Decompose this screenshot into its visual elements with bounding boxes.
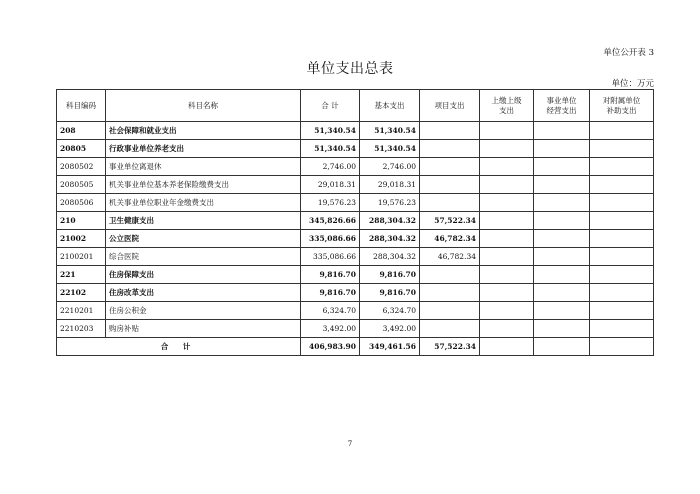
table-row: [57, 302, 654, 320]
header-project: 项目支出: [420, 90, 480, 122]
cell-project: 46,782.34: [420, 230, 480, 248]
cell-name: 机关事业单位基本养老保险缴费支出: [106, 176, 301, 194]
cell-name: 住房公积金: [106, 302, 301, 320]
cell-subsidy: [590, 194, 654, 212]
cell-basic: 9,816.70: [360, 284, 420, 302]
total-basic: 349,461.56: [360, 338, 420, 356]
cell-upper: [480, 266, 534, 284]
cell-basic: 6,324.70: [360, 302, 420, 320]
cell-upper: [480, 140, 534, 158]
header-operation: 事业单位 经营支出: [534, 90, 590, 122]
cell-total: 19,576.23: [301, 194, 360, 212]
total-label: 合 计: [57, 338, 301, 356]
table-row: [57, 266, 654, 284]
cell-upper: [480, 194, 534, 212]
cell-total: 9,816.70: [301, 266, 360, 284]
cell-subsidy: [590, 266, 654, 284]
table-row: [57, 176, 654, 194]
cell-code: 2080506: [57, 194, 106, 212]
table-row: [57, 284, 654, 302]
cell-subsidy: [590, 302, 654, 320]
cell-code: 208: [57, 122, 106, 140]
cell-project: [420, 140, 480, 158]
cell-upper: [480, 284, 534, 302]
table-row: [57, 212, 654, 230]
total-sum: 406,983.90: [301, 338, 360, 356]
cell-code: 2210203: [57, 320, 106, 338]
cell-operation: [534, 212, 590, 230]
table-row: [57, 158, 654, 176]
header-basic: 基本支出: [360, 90, 420, 122]
cell-basic: 19,576.23: [360, 194, 420, 212]
header-code: 科目编码: [57, 90, 106, 122]
cell-basic: 51,340.54: [360, 122, 420, 140]
cell-subsidy: [590, 248, 654, 266]
total-project: 57,522.34: [420, 338, 480, 356]
cell-operation: [534, 140, 590, 158]
cell-total: 2,746.00: [301, 158, 360, 176]
cell-total: 29,018.31: [301, 176, 360, 194]
cell-name: 事业单位离退休: [106, 158, 301, 176]
cell-subsidy: [590, 122, 654, 140]
cell-project: [420, 122, 480, 140]
header-row: [57, 90, 654, 122]
cell-basic: 29,018.31: [360, 176, 420, 194]
cell-project: 57,522.34: [420, 212, 480, 230]
cell-project: [420, 176, 480, 194]
total-upper: [480, 338, 534, 356]
header-total: 合 计: [301, 90, 360, 122]
cell-basic: 288,304.32: [360, 212, 420, 230]
cell-subsidy: [590, 140, 654, 158]
cell-operation: [534, 302, 590, 320]
cell-basic: 3,492.00: [360, 320, 420, 338]
cell-subsidy: [590, 212, 654, 230]
cell-name: 机关事业单位职业年金缴费支出: [106, 194, 301, 212]
cell-operation: [534, 158, 590, 176]
table-row: [57, 194, 654, 212]
cell-operation: [534, 284, 590, 302]
cell-basic: 2,746.00: [360, 158, 420, 176]
cell-project: [420, 266, 480, 284]
cell-name: 购房补贴: [106, 320, 301, 338]
cell-code: 210: [57, 212, 106, 230]
cell-name: 公立医院: [106, 230, 301, 248]
cell-code: 2080505: [57, 176, 106, 194]
cell-code: 2080502: [57, 158, 106, 176]
cell-upper: [480, 176, 534, 194]
cell-upper: [480, 302, 534, 320]
cell-operation: [534, 320, 590, 338]
cell-operation: [534, 194, 590, 212]
table-row: [57, 122, 654, 140]
cell-total: 51,340.54: [301, 122, 360, 140]
cell-code: 21002: [57, 230, 106, 248]
cell-project: [420, 302, 480, 320]
total-subsidy: [590, 338, 654, 356]
cell-project: [420, 284, 480, 302]
cell-name: 卫生健康支出: [106, 212, 301, 230]
cell-name: 综合医院: [106, 248, 301, 266]
cell-total: 3,492.00: [301, 320, 360, 338]
cell-name: 住房改革支出: [106, 284, 301, 302]
cell-basic: 288,304.32: [360, 230, 420, 248]
table-row: [57, 248, 654, 266]
cell-upper: [480, 212, 534, 230]
cell-basic: 288,304.32: [360, 248, 420, 266]
cell-total: 9,816.70: [301, 284, 360, 302]
cell-operation: [534, 230, 590, 248]
cell-basic: 51,340.54: [360, 140, 420, 158]
cell-operation: [534, 122, 590, 140]
cell-name: 社会保障和就业支出: [106, 122, 301, 140]
cell-total: 345,826.66: [301, 212, 360, 230]
cell-upper: [480, 320, 534, 338]
page-label: 单位公开表 3: [603, 48, 654, 58]
table-row: [57, 320, 654, 338]
cell-subsidy: [590, 284, 654, 302]
cell-operation: [534, 248, 590, 266]
page-number: 7: [347, 440, 353, 448]
table-body: [57, 122, 654, 338]
expenditure-table: [56, 89, 654, 356]
cell-project: [420, 320, 480, 338]
cell-total: 335,086.66: [301, 230, 360, 248]
table-row: [57, 140, 654, 158]
cell-code: 20805: [57, 140, 106, 158]
cell-subsidy: [590, 176, 654, 194]
header-subsidy: 对附属单位 补助支出: [590, 90, 654, 122]
header-name: 科目名称: [106, 90, 301, 122]
table-row: [57, 230, 654, 248]
cell-subsidy: [590, 320, 654, 338]
total-row: [57, 338, 654, 356]
page-title: 单位支出总表: [306, 61, 394, 77]
header-upper: 上缴上级 支出: [480, 90, 534, 122]
cell-code: 2100201: [57, 248, 106, 266]
cell-upper: [480, 248, 534, 266]
cell-project: 46,782.34: [420, 248, 480, 266]
cell-upper: [480, 230, 534, 248]
cell-name: 行政事业单位养老支出: [106, 140, 301, 158]
cell-total: 51,340.54: [301, 140, 360, 158]
cell-upper: [480, 158, 534, 176]
unit-label: 单位：万元: [611, 79, 654, 89]
cell-basic: 9,816.70: [360, 266, 420, 284]
cell-subsidy: [590, 158, 654, 176]
cell-upper: [480, 122, 534, 140]
cell-operation: [534, 176, 590, 194]
cell-subsidy: [590, 230, 654, 248]
cell-total: 6,324.70: [301, 302, 360, 320]
cell-name: 住房保障支出: [106, 266, 301, 284]
cell-project: [420, 158, 480, 176]
cell-code: 22102: [57, 284, 106, 302]
total-operation: [534, 338, 590, 356]
cell-code: 2210201: [57, 302, 106, 320]
cell-code: 221: [57, 266, 106, 284]
cell-total: 335,086.66: [301, 248, 360, 266]
cell-operation: [534, 266, 590, 284]
cell-project: [420, 194, 480, 212]
